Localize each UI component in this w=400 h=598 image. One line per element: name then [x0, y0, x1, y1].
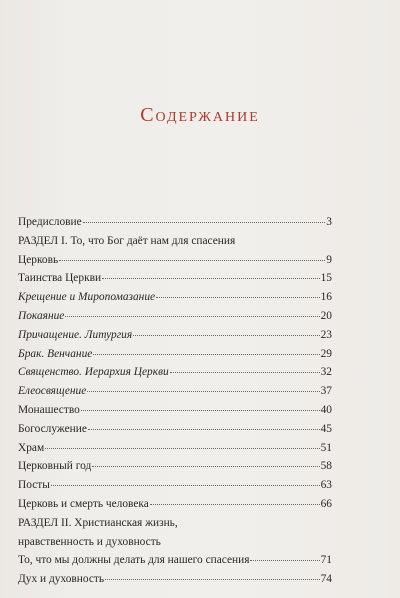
toc-entry	[18, 570, 332, 589]
dot-leader	[65, 306, 319, 317]
dot-leader	[92, 456, 319, 467]
toc-entry-page: 66	[320, 497, 332, 510]
toc-entry	[18, 439, 332, 458]
toc-entry-page: 37	[320, 385, 332, 398]
toc-entry-label: Дух и духовность	[18, 573, 105, 586]
toc-entry	[18, 288, 332, 307]
toc-entry	[18, 382, 332, 401]
toc-entry-page: 23	[320, 328, 332, 341]
page-title: Содержание	[140, 104, 260, 126]
dot-leader	[133, 325, 319, 336]
dot-leader	[93, 344, 319, 355]
toc-entry	[18, 326, 332, 345]
toc-entry-label: Брак. Венчание	[18, 347, 93, 360]
toc-entry	[18, 363, 332, 382]
dot-leader	[88, 419, 320, 430]
table-of-contents	[18, 213, 332, 589]
toc-entry-page: 40	[320, 403, 332, 416]
section-heading-2-continued: нравственность и духовность	[18, 535, 161, 548]
toc-entry-page: 29	[320, 347, 332, 360]
toc-entry	[18, 457, 332, 476]
toc-entry-label: Церковь и смерть человека	[18, 497, 149, 510]
dot-leader	[59, 250, 325, 261]
toc-entry-label: Церковный год	[18, 460, 92, 473]
toc-entry-label: Монашество	[18, 403, 80, 416]
toc-entry	[18, 420, 332, 439]
toc-entry-label: То, что мы должны делать для нашего спасения	[18, 554, 250, 567]
toc-entry-label: Священство. Иерархия Церкви	[18, 366, 169, 379]
toc-entry-page: 16	[320, 291, 332, 304]
toc-entry-page: 58	[320, 460, 332, 473]
toc-entry-page: 32	[320, 366, 332, 379]
dot-leader	[170, 362, 320, 373]
toc-entry-label: Церковь	[18, 253, 59, 266]
toc-entry-preface	[18, 213, 332, 232]
toc-entry-page: 9	[326, 253, 332, 266]
toc-entry-label: Богослужение	[18, 422, 87, 435]
toc-entry-label: Елеосвящение	[18, 385, 87, 398]
toc-entry-page: 15	[320, 272, 332, 285]
dot-leader	[81, 400, 320, 411]
toc-entry-page: 20	[320, 309, 332, 322]
toc-entry-page: 74	[320, 573, 332, 586]
dot-leader	[156, 287, 320, 298]
toc-entry-page: 63	[320, 479, 332, 492]
toc-entry-label: Храм	[18, 441, 45, 454]
toc-entry	[18, 345, 332, 364]
toc-entry-page: 45	[320, 422, 332, 435]
toc-entry-label: Таинства Церкви	[18, 272, 102, 285]
toc-entry-label: Покаяние	[18, 309, 65, 322]
toc-entry	[18, 307, 332, 326]
dot-leader	[102, 268, 320, 279]
toc-entry-label: Посты	[18, 479, 50, 492]
toc-entry	[18, 476, 332, 495]
toc-entry	[18, 495, 332, 514]
toc-entry-page: 3	[326, 216, 332, 228]
dot-leader	[87, 381, 319, 392]
toc-entry	[18, 401, 332, 420]
toc-entry-label: Крещение и Миропомазание	[18, 291, 156, 304]
toc-entry-page: 71	[320, 554, 332, 567]
section-heading-2: РАЗДЕЛ II. Христианская жизнь,	[18, 516, 178, 529]
toc-entry	[18, 551, 332, 570]
toc-entry	[18, 269, 332, 288]
dot-leader	[45, 438, 319, 449]
dot-leader	[250, 550, 319, 561]
dot-leader	[150, 494, 320, 505]
dot-leader	[83, 212, 326, 223]
toc-entry-page: 51	[320, 441, 332, 454]
dot-leader	[51, 475, 320, 486]
toc-entry	[18, 251, 332, 270]
toc-entry-label: Причащение. Литургия	[18, 328, 133, 341]
toc-entry-label: Предисловие	[18, 216, 82, 228]
section-heading-1: РАЗДЕЛ I. То, что Бог даёт нам для спасения	[18, 234, 236, 247]
dot-leader	[105, 569, 320, 580]
